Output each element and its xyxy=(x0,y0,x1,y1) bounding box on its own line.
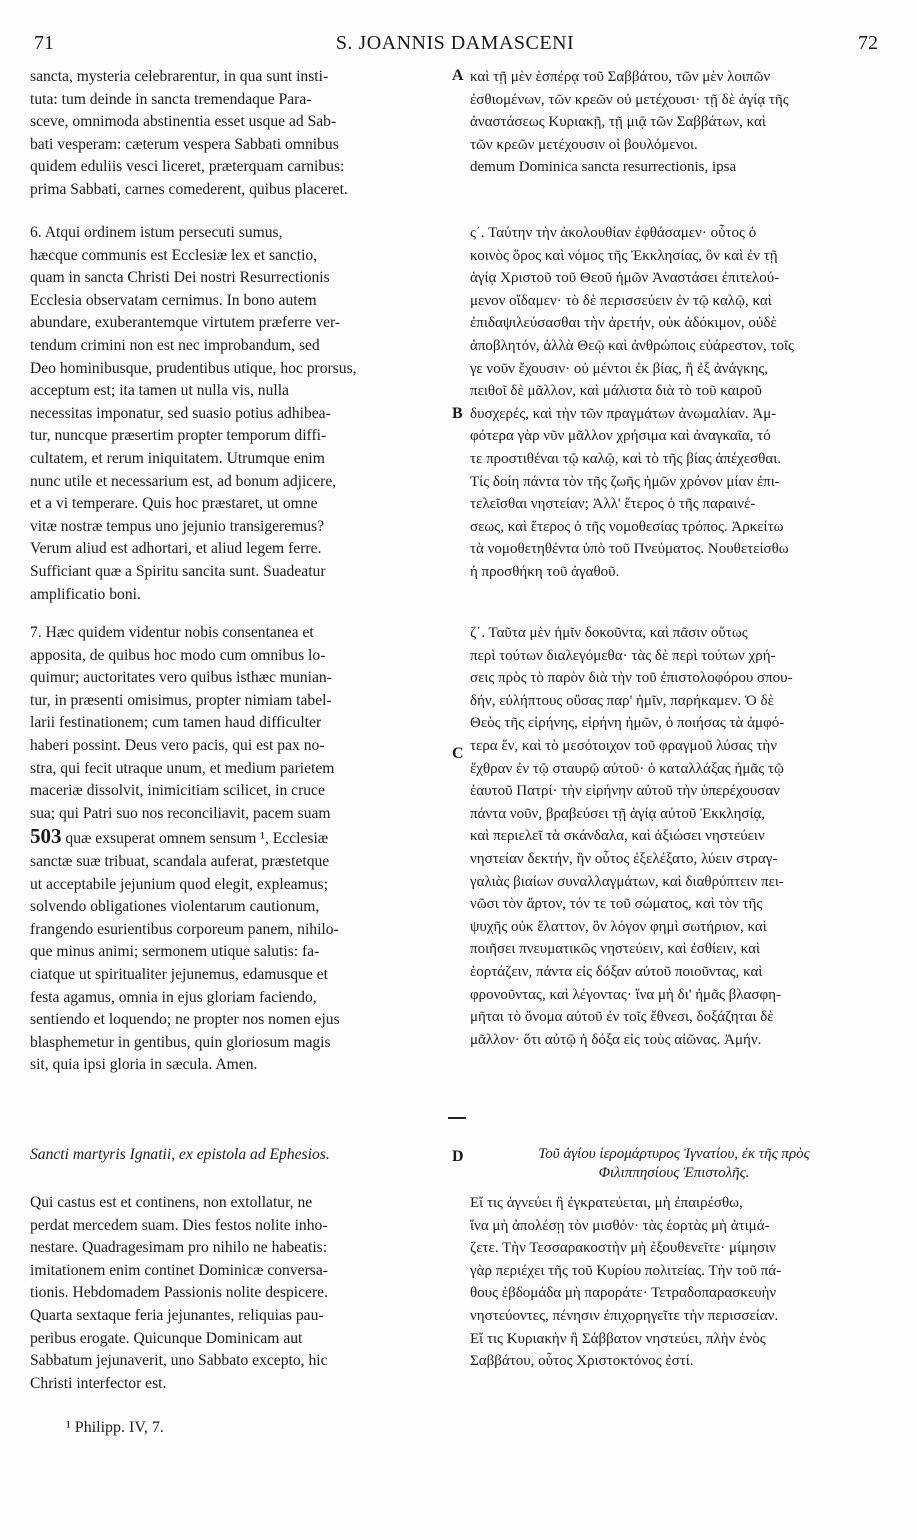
section-divider xyxy=(448,1117,466,1119)
greek-paragraph-7 xyxy=(470,622,878,1051)
greek-text: ς΄. Ταύτην τὴν ἀκολουθίαν ἐφθάσαμεν· οὗτος ὁ κοινὸς ὅρος καὶ νόμος τῆς Ἐκκλησίας, ὃν καὶ ἐν τῇ ἁγίᾳ Χριστοῦ τοῦ Θεοῦ ἡμῶν Ἀναστάσει ἐπιτελού- μενον οἴδαμεν· τὸ δὲ περισσεύειν ἐν τῷ καλῷ, καὶ ἐπιδαψιλεύσασθαι τὴν ἀρετήν, οὐκ ἀδόκιμον, οὐδὲ ἀποβλητόν, ἀλλὰ Θεῷ καὶ ἀνθρώποις εὐάρεστον, τοῖς γε νοῦν ἔχουσιν· οὐ μέντοι ἐκ βίας, ἢ ἐξ ἀνάγκης, πειθοῖ δὲ μᾶλλον, καὶ μάλιστα διὰ τὸ τοῦ καιροῦ δυσχερές, καὶ τὴν τῶν πραγμάτων ἀνωμαλίαν. Ἀμ- φότερα γὰρ νῦν μᾶλλον χρήσιμα καὶ ἀναγκαῖα, τό τε προστιθέναι τῷ καλῷ, καὶ τὸ τῆς βίας ἀπέχεσθαι. Τίς δοίη πάντα τὸν τῆς ζωῆς ἡμῶν χρόνον μίαν ἐπι- τελεῖσθαι νηστείαν; Ἀλλ' ἕτερος ὁ τῆς παραινέ- σεως, καὶ ἕτερος ὁ τῆς νομοθεσίας τρόπος. Ἀρκείτω τὰ νομοθετηθέντα ὑπὸ τοῦ Πνεύματος. Νουθετείσθω ἡ προσθήκη τοῦ ἀγαθοῦ. xyxy=(470,225,794,580)
greek-heading: Τοῦ ἁγίου ἱερομάρτυρος Ἰγνατίου, ἐκ τῆς πρὸς Φιλιππησίους Ἐπιστολῆς. xyxy=(538,1146,810,1181)
page-number-right: 72 xyxy=(858,32,878,54)
page-marker: 503 xyxy=(30,824,62,849)
latin-text-line xyxy=(30,825,448,851)
latin-paragraph-1 xyxy=(30,66,448,179)
greek-ignatius-paragraph xyxy=(470,1192,878,1373)
latin-text: prima Sabbati, carnes comederent, quibus placeret. xyxy=(30,181,348,198)
latin-text: sanctæ suæ tribuat, scandala auferat, præstetque ut acceptabile jejunium quod elegit, expleamus; solvendo obligationes violentarum cautionum, frangendo esurientibus corporeum panem, nihilo- que minus animi; sermonem utique salutis: fa- ciatque ut spiritualiter jejunemus, edamusque et festa agamus, omnia in ejus gloriam faciendo, sentiendo et loquendo; ne propter nos nomen ejus blasphemetur in gentibus, quin gloriosum magis sit, quia ipsi gloria in sæcula. Amen. xyxy=(30,852,340,1074)
latin-paragraph-6 xyxy=(30,222,448,606)
margin-letter-a: A xyxy=(452,67,464,84)
latin-text: 6. Atqui ordinem istum persecuti sumus, hæcque communis est Ecclesiæ lex et sanctio, quam in sancta Christi Dei nostri Resurrectionis Ecclesia observatam cernimus. In bono autem abundare, exuberantemque virtutem præferre ver- tendum crimini non est nec improbandum, sed Deo hominibusque, prudentibus utique, hoc prorsus, acceptum est; ita tamen ut nulla vis, nulla necessitas imponatur, sed suasio potius adhibea- tur, nuncque præsertim propter temporum diffi- cultatem, et rerum iniquitatem. Utrumque enim nunc utile et necessarium est, ad bonum adjicere, et a vi temperare. Quis hoc præstaret, ut omne vitæ nostræ tempus uno jejunio transigeremus? Verum aliud est adhortari, et aliud legem ferre. Sufficiant quæ a Spiritu sancita sunt. Suadeatur amplificatio boni. xyxy=(30,224,357,603)
margin-letter-b: B xyxy=(452,405,463,422)
greek-section-heading xyxy=(470,1145,878,1183)
latin-text: sancta, mysteria celebrarentur, in qua sunt insti- tuta: tum deinde in sancta tremendaque Para- sceve, omnimoda abstinentia esset usque ad Sab- bati vesperam: cæterum vespera Sabbati omnibus quidem eduliis vesci liceret, præterquam carnibus: xyxy=(30,68,345,176)
running-header xyxy=(30,32,880,64)
latin-span-line xyxy=(30,179,470,202)
latin-ignatius-paragraph xyxy=(30,1192,448,1395)
margin-letter-d: D xyxy=(452,1148,464,1165)
page-number-left: 71 xyxy=(34,32,54,54)
footnote: ¹ Philipp. IV, 7. xyxy=(66,1419,164,1436)
latin-text: quæ exsuperat omnem sensum ¹, Ecclesiæ xyxy=(61,830,329,848)
greek-text: ζ΄. Ταῦτα μὲν ἡμῖν δοκοῦντα, καὶ πᾶσιν οὕτως περὶ τούτων διαλεγόμεθα· τὰς δὲ περὶ τούτων χρή- σεις πρὸς τὸ παρὸν διὰ τὴν τοῦ ἐπιστολοφόρου σπου- δήν, εὐλήπτους οὔσας παρ' ἡμῖν, παρήκαμεν. Ὁ δὲ Θεὸς τῆς εἰρήνης, εἰρήνη ἡμῶν, ὁ ποιήσας τὰ ἀμφό- τερα ἕν, καὶ τὸ μεσότοιχον τοῦ φραγμοῦ λύσας τὴν ἔχθραν ἐν τῷ σταυρῷ αὐτοῦ· ὁ καταλλάξας ἡμᾶς τῷ ἑαυτοῦ Πατρί· τὴν εἰρήνην αὐτοῦ τὴν ὑπερέχουσαν πάντα νοῦν, βραβεύσει τῇ ἁγίᾳ αὐτοῦ Ἐκκλησίᾳ, καὶ περιελεῖ τὰ σκάνδαλα, καὶ ἀξιώσει νηστεύειν νηστείαν δεκτήν, ἣν οὗτος ἐξελέξατο, λύειν στραγ- γαλιὰς βιαίων συναλλαγμάτων, καὶ διαθρύπτειν πει- νῶσι τὸν ἄρτον, τόν τε τοῦ σώματος, καὶ τὸν τῆς ψυχῆς οὐκ ἔλαττον, ὃν λόγον φημὶ σωτήριον, καὶ ποιῆσει πνευματικῶς νηστεύειν, καὶ ἐσθίειν, καὶ ἑορτάζειν, πάντα εἰς δόξαν αὐτοῦ ποιοῦντας, καὶ φρονοῦντας, καὶ λέγοντας· ἵνα μὴ δι' ἡμᾶς βλασφη- μῆται τὸ ὄνομα αὐτοῦ ἐν τοῖς ἔθνεσι, δοξάζηται δὲ μᾶλλον· ὅτι αὐτῷ ἡ δόξα εἰς τοὺς αἰῶνας. Ἀμήν. xyxy=(470,625,793,1048)
latin-text: Qui castus est et continens, non extollatur, ne perdat mercedem suam. Dies festos nolite inho- nestare. Quadragesimam pro nihilo ne habeatis: imitationem enim continet Dominicæ conversa- tionis. Hebdomadem Passionis nolite despicere. Quarta sextaque feria jejunantes, reliquias pau- peribus erogate. Quicunque Dominicam aut Sabbatum jejunaverit, uno Sabbato excepto, hic Christi interfector est. xyxy=(30,1194,328,1392)
latin-heading: Sancti martyris Ignatii, ex epistola ad Ephesios. xyxy=(30,1146,330,1163)
running-title: S. JOANNIS DAMASCENI xyxy=(335,32,575,54)
greek-text: Εἴ τις ἁγνεύει ἢ ἐγκρατεύεται, μὴ ἐπαιρέσθω, ἵνα μὴ ἀπολέσῃ τὸν μισθόν· τὰς ἑορτὰς μὴ ἀτιμά- ζετε. Τὴν Τεσσαρακοστὴν μὴ ἐξουθενεῖτε· μίμησιν γὰρ περιέχει τῆς τοῦ Κυρίου πολιτείας. Τὴν τοῦ πά- θους ἑβδομάδα μὴ παροράτε· Τετραδοπαρασκευὴν νηστεύοντες, πένησιν ἐπιχορηγεῖτε τὴν περισσείαν. Εἴ τις Κυριακὴν ἢ Σάββατον νηστεύει, πλὴν ἑνὸς Σαββάτου, οὗτος Χριστοκτόνος ἐστί. xyxy=(470,1195,782,1370)
greek-paragraph-1 xyxy=(470,66,878,179)
latin-paragraph-7 xyxy=(30,622,448,1077)
greek-paragraph-6 xyxy=(470,222,878,584)
greek-text: demum Dominica sancta resurrectionis, ipsa xyxy=(470,159,737,176)
greek-text: καὶ τῇ μὲν ἑσπέρᾳ τοῦ Σαββάτου, τῶν μὲν λοιπῶν ἐσθιομένων, τῶν κρεῶν οὐ μετέχουσι· τῇ δὲ ἁγίᾳ τῆς ἀναστάσεως Κυριακῇ, τῇ μιᾷ τῶν Σαββάτων, καὶ τῶν κρεῶν μετέχουσιν οἱ βουλόμενοι. xyxy=(470,69,789,153)
latin-text: 7. Hæc quidem videntur nobis consentanea et apposita, de quibus hoc modo cum omnibus lo- quimur; auctoritates vero quibus isthæc munian- tur, in præsenti omisimus, propter nimiam tabel- larii festinationem; cum tamen haud difficulter haberi possint. Deus vero pacis, qui est pax no- stra, qui fecit utraque unum, et medium parietem maceriæ dissolvit, inimicitiam scilicet, in cruce sua; qui Patri suo nos reconciliavit, pacem suam xyxy=(30,624,335,822)
margin-letter-c: C xyxy=(452,745,464,762)
latin-section-heading xyxy=(30,1145,448,1164)
